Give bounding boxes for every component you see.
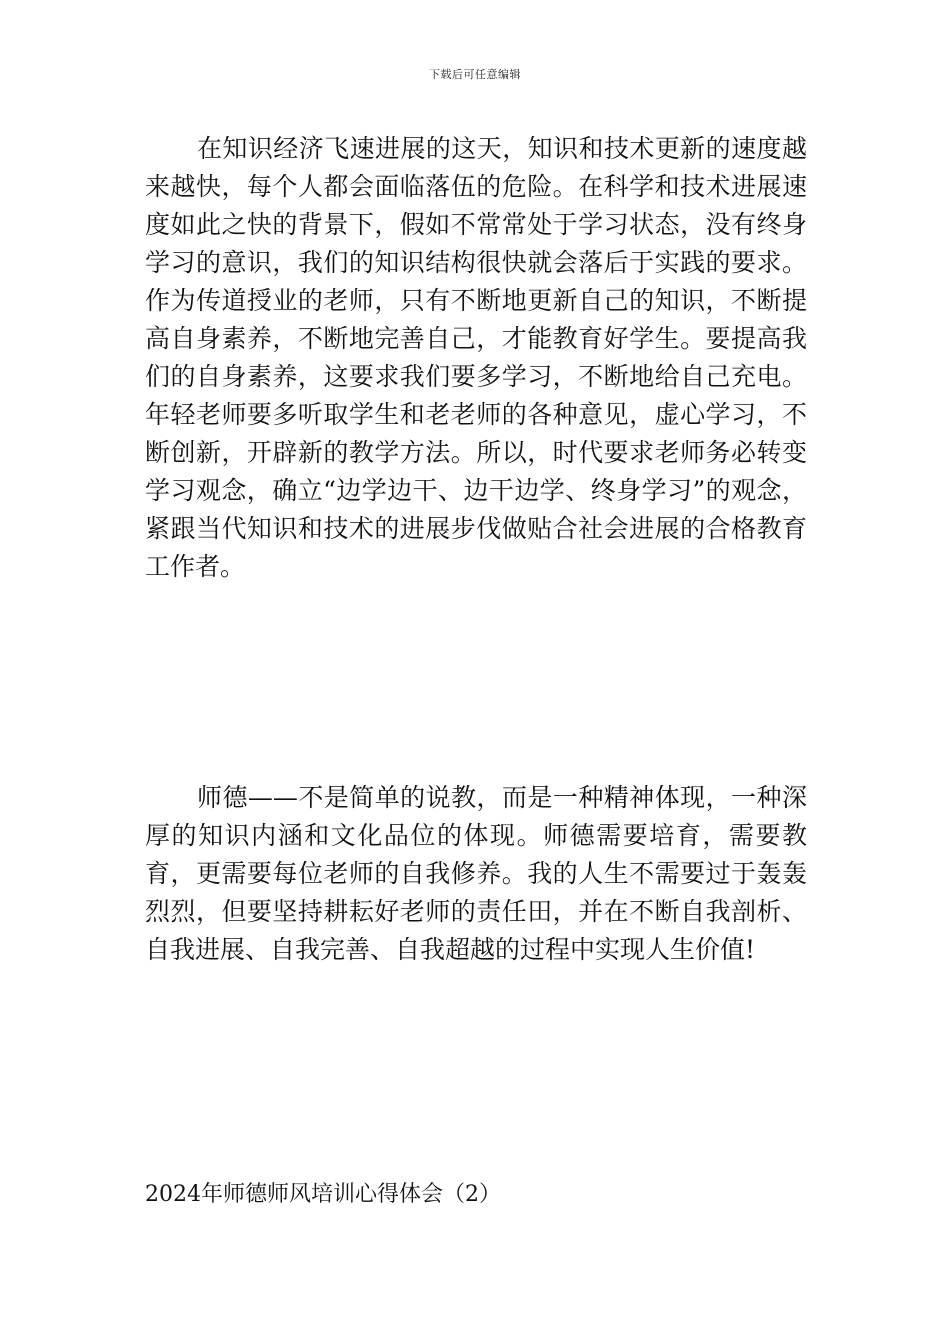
header-note: 下载后可任意编辑: [429, 68, 521, 81]
paragraph-lifelong-learning: 在知识经济飞速进展的这天，知识和技术更新的速度越来越快，每个人都会面临落伍的危险。在科学和技术进展速度如此之快的背景下，假如不常常处于学习状态，没有终身学习的意识，我们的知识结构很快就会落后于实践的要求。作为传道授业的老师，只有不断地更新自己的知识，不断提高自身素养，不断地完善自己，才能教育好学生。要提高我们的自身素养，这要求我们要多学习，不断地给自己充电。年轻老师要多听取学生和老老师的各种意见，虚心学习，不断创新，开辟新的教学方法。所以，时代要求老师务必转变学习观念，确立“边学边干、边干边学、终身学习”的观念，紧跟当代知识和技术的进展步伐做贴合社会进展的合格教育工作者。: [145, 134, 807, 581]
section-heading: 2024年师德师风培训心得体会（2）: [145, 1182, 501, 1207]
paragraph-teacher-ethics: 师德——不是简单的说教，而是一种精神体现，一种深厚的知识内涵和文化品位的体现。师德需要培育，需要教育，更需要每位老师的自我修养。我的人生不需要过于轰轰烈烈，但要坚持耕耘好老师的责任田，并在不断自我剖析、自我进展、自我完善、自我超越的过程中实现人生价值!: [145, 783, 807, 964]
